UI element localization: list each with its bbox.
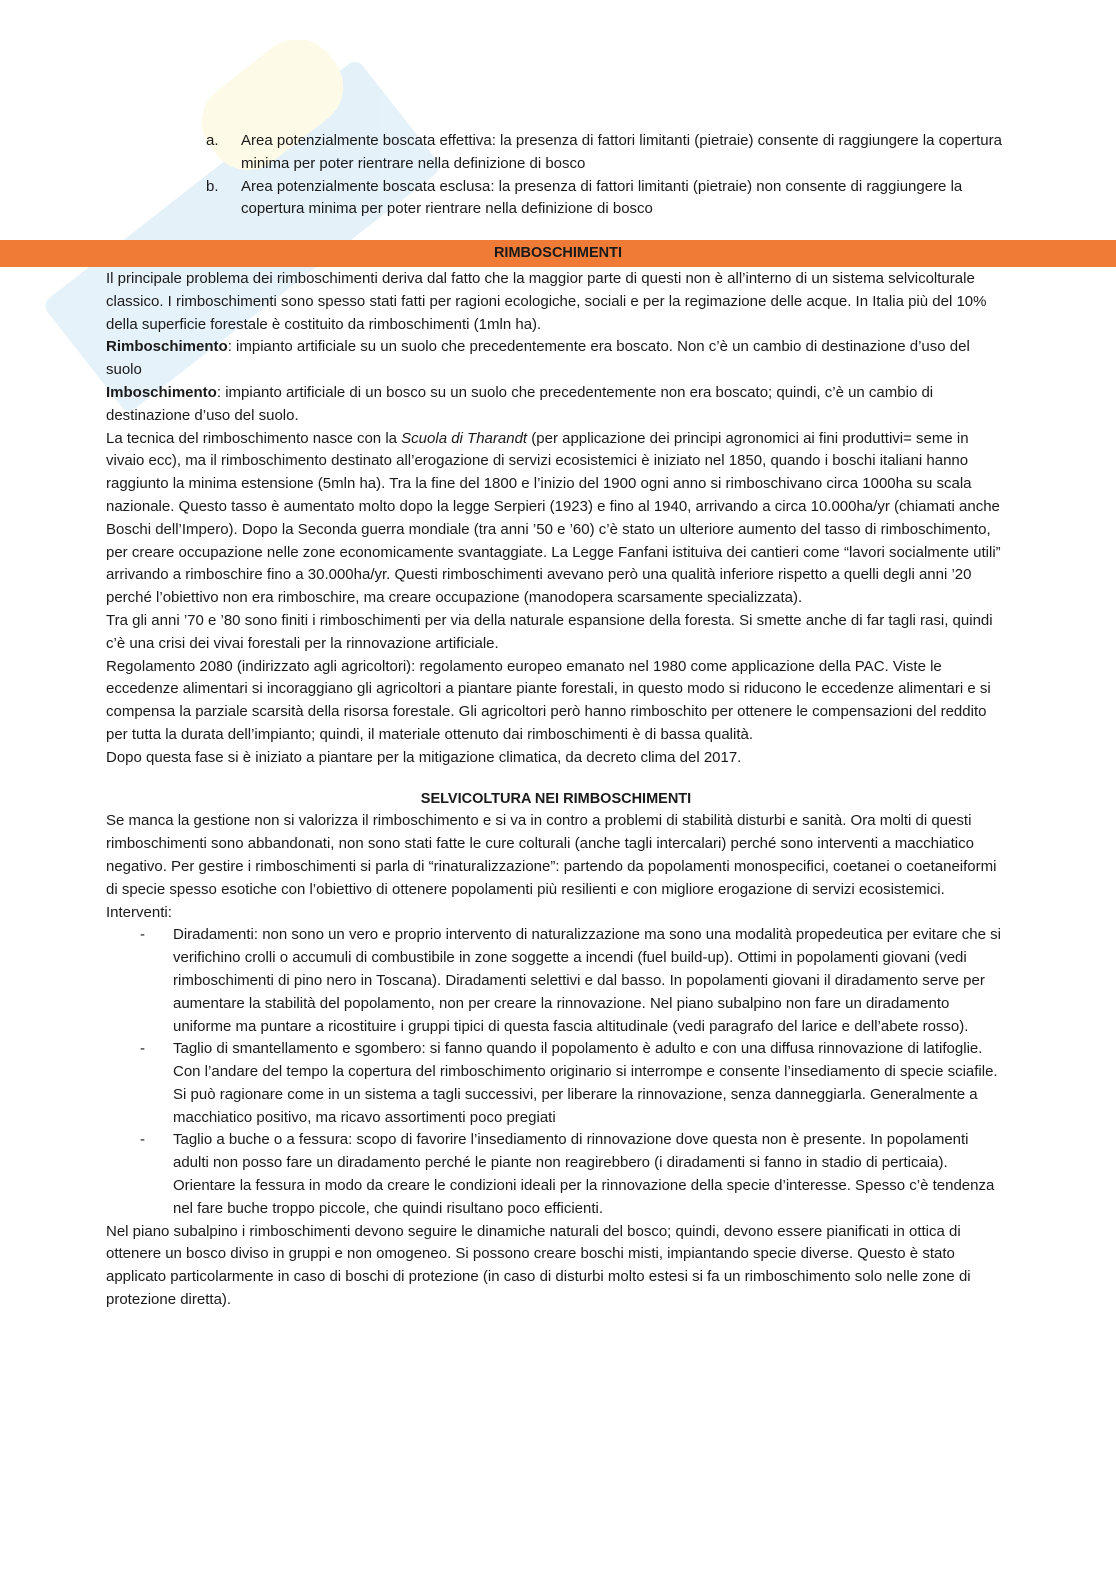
paragraph-text: (per applicazione dei principi agronomici ai fini produttivi= seme in vivaio ecc), ma il rimboschimento destinato all’erogazione di servizi ecosistemici è iniziato nel 1850, quando i boschi italiani hanno raggiunto la minima estensione (5mln ha). Tra la fine del 1800 e l’inizio del 1900 ogni anno si rimboschivano circa 1000ha su scala nazionale. Questo tasso è aumentato molto dopo la legge Serpieri (1923) e fino al 1940, arrivando a circa 10.000ha/yr (chiamati anche Boschi dell’Impero). Dopo la Seconda guerra mondiale (tra anni ’50 e ’60) c’è stato un ulteriore aumento del tasso di rimboschimento, per creare occupazione nelle zone economicamente svantaggiate. La Legge Fanfani istituiva dei cantieri come “lavori socialmente utili” arrivando a rimboschire fino a 30.000ha/yr. Questi rimboschimenti avevano però una qualità inferiore rispetto a quelli degli anni ’20 perché l’obiettivo non era rimboschire, ma creare occupazione (manodopera scarsamente specializzata). — [106, 429, 1001, 607]
list-item-text: Area potenzialmente boscata esclusa: la presenza di fattori limitanti (pietraie) non consente di raggiungere la copertura minima per poter rientrare nella definizione di bosco — [241, 177, 963, 218]
paragraph: Tra gli anni ’70 e ’80 sono finiti i rimboschimenti per via della naturale espansione della foresta. Si smette anche di far tagli rasi, quindi c’è una crisi dei vivai forestali per la rinnovazione artificiale. — [106, 611, 993, 652]
alpha-list — [106, 130, 1006, 221]
list-item — [106, 924, 1006, 1038]
document-body — [106, 268, 1006, 1312]
definition-term: Imboschimento — [106, 383, 217, 401]
paragraph: Regolamento 2080 (indirizzato agli agricoltori): regolamento europeo emanato nel 1980 come applicazione della PAC. Viste le eccedenze alimentari si incoraggiano gli agricoltori a piantare piante forestali, in questo modo si riducono le eccedenze alimentari e si compensa la parziale scarsità della risorsa forestale. Gli agricoltori però hanno rimboschito per ottenere le compensazioni del reddito per tutta la durata dell’impianto; quindi, il materiale ottenuto dai rimboschimenti è di bassa qualità. — [106, 657, 991, 743]
list-item-text: Taglio a buche o a fessura: scopo di favorire l’insediamento di rinnovazione dove questa non è presente. In popolamenti adulti non posso fare un diradamento perché le piante non reagirebbero (i diradamenti si fanno in stadio di perticaia). Orientare la fessura in modo da creare le condizioni ideali per la rinnovazione della specie d’interesse. Spesso c’è tendenza nel fare buche troppo piccole, che quindi risultano poco efficienti. — [173, 1131, 995, 1217]
paragraph: Il principale problema dei rimboschimenti deriva dal fatto che la maggior parte di questi non è all’interno di un sistema selvicolturale classico. I rimboschimenti sono spesso stati fatti per ragioni ecologiche, sociali e per la regimazione delle acque. In Italia più del 10% della superficie forestale è costituito da rimboschimenti (1mln ha). — [106, 270, 987, 333]
italic-term: Scuola di Tharandt — [401, 429, 528, 447]
paragraph: Se manca la gestione non si valorizza il rimboschimento e si va in contro a problemi di stabilità disturbi e sanità. Ora molti di questi rimboschimenti sono abbandonati, non sono stati fatte le cure colturali (anche tagli intercalari) perché sono interventi a macchiatico negativo. Per gestire i rimboschimenti si parla di “rinaturalizzazione”: partendo da popolamenti monospecifici, coetanei o coetaneiformi di specie spesso esotiche con l’obiettivo di ottenere popolamenti più resilienti e con migliore erogazione di servizi ecosistemici. — [106, 812, 997, 898]
definition-rimboschimento — [106, 336, 1006, 382]
list-item — [106, 1129, 1006, 1220]
interventi-list — [106, 924, 1006, 1220]
list-item-text: Area potenzialmente boscata effettiva: la presenza di fattori limitanti (pietraie) consente di raggiungere la copertura minima per poter rientrare nella definizione di bosco — [241, 132, 1002, 172]
list-item — [106, 130, 1006, 176]
section-heading-selvicoltura: SELVICOLTURA NEI RIMBOSCHIMENTI — [420, 790, 692, 807]
document-page — [106, 130, 1006, 221]
interventi-label: Interventi: — [106, 903, 172, 921]
list-marker: b. — [206, 177, 219, 195]
section-heading-rimboschimenti: RIMBOSCHIMENTI — [0, 240, 1116, 267]
list-item-text: Diradamenti: non sono un vero e proprio intervento di naturalizzazione ma sono una modalità propedeutica per evitare che si verifichino crolli o accumuli di combustibile in zone soggette a incendi (fuel build-up). Ottimi in popolamenti giovani (vedi rimboschimenti di pino nero in Toscana). Diradamenti selettivi e dal basso. In popolamenti giovani il diradamento serve per aumentare la stabilità del popolamento, non per creare la rinnovazione. Nel piano subalpino non fare un diradamento uniforme ma puntare a ricostituire i gruppi tipici di questa fascia altitudinale (vedi paragrafo del larice e dell’abete rosso). — [173, 926, 1001, 1035]
paragraph: Dopo questa fase si è iniziato a piantare per la mitigazione climatica, da decreto clima del 2017. — [106, 748, 742, 766]
list-marker: - — [140, 1040, 145, 1058]
list-marker: a. — [206, 132, 219, 149]
paragraph-text: La tecnica del rimboschimento nasce con la — [106, 429, 402, 447]
definition-text: : impianto artificiale su un suolo che precedentemente era boscato. Non c’è un cambio di destinazione d’uso del suolo — [106, 338, 970, 379]
paragraph: Nel piano subalpino i rimboschimenti devono seguire le dinamiche naturali del bosco; quindi, devono essere pianificati in ottica di ottenere un bosco diviso in gruppi e non omogeneo. Si possono creare boschi misti, impiantando specie diverse. Questo è stato applicato particolarmente in caso di boschi di protezione (in caso di disturbi molto estesi si fa un rimboschimento solo nelle zone di protezione diretta). — [106, 1222, 971, 1309]
list-marker: - — [140, 926, 145, 944]
list-marker: - — [140, 1131, 145, 1149]
list-item — [106, 176, 1006, 222]
definition-term: Rimboschimento — [106, 338, 228, 356]
paragraph — [106, 428, 1006, 610]
list-item-text: Taglio di smantellamento e sgombero: si fanno quando il popolamento è adulto e con una diffusa rinnovazione di latifoglie. Con l’andare del tempo la copertura del rimboschimento originario si interrompe e consente l’insediamento di specie sciafile. Si può ragionare come in un sistema a tagli successivi, per liberare la rinnovazione, senza danneggiarla. Generalmente a macchiatico positivo, ma ricavo assortimenti poco pregiati — [173, 1040, 998, 1126]
list-item — [106, 1038, 1006, 1129]
definition-imboschimento — [106, 382, 1006, 428]
definition-text: : impianto artificiale di un bosco su un suolo che precedentemente non era boscato; quindi, c’è un cambio di destinazione d’uso del suolo. — [106, 383, 934, 424]
